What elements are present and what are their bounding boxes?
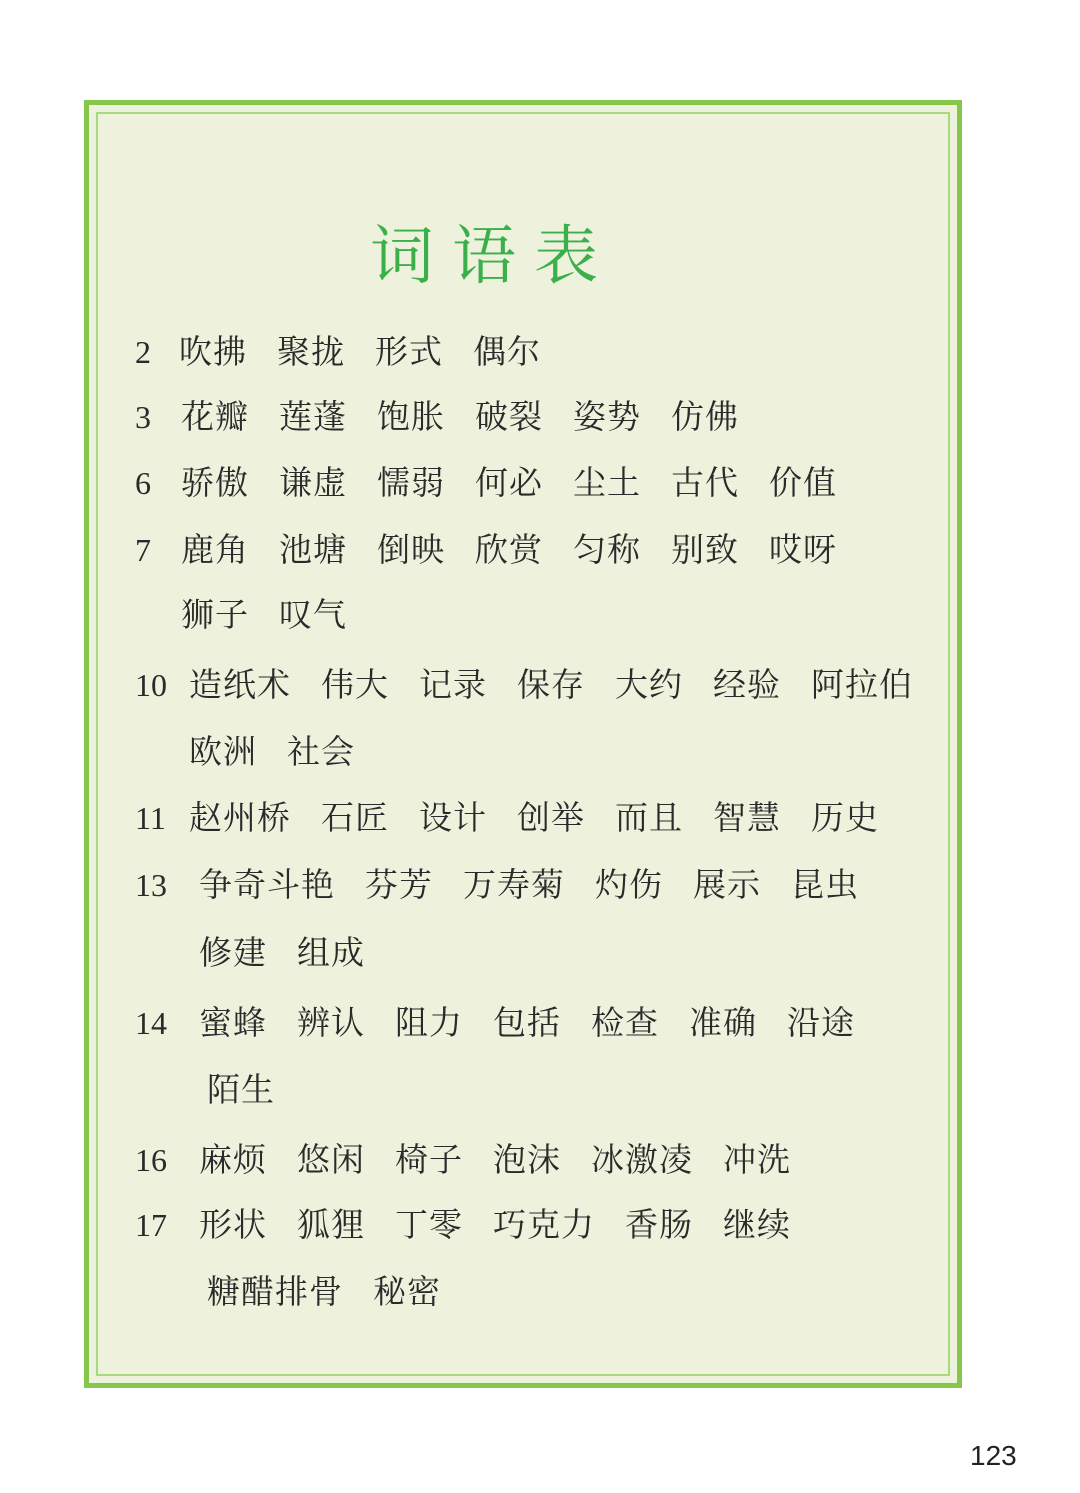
vocab-row [89, 727, 957, 777]
vocab-word: 而且 [615, 798, 683, 837]
vocab-word: 保存 [517, 665, 585, 704]
vocab-row [89, 590, 957, 640]
vocab-row [89, 525, 957, 575]
vocab-word: 池塘 [279, 530, 347, 569]
vocab-word: 大约 [615, 665, 683, 704]
vocab-row [89, 392, 957, 442]
vocab-word: 骄傲 [181, 463, 249, 502]
vocab-word: 准确 [689, 1003, 757, 1042]
vocab-word: 吹拂 [179, 332, 247, 371]
vocab-word: 花瓣 [181, 397, 249, 436]
vocab-word: 万寿菊 [463, 865, 565, 904]
vocab-word: 别致 [671, 530, 739, 569]
vocab-row [89, 1135, 957, 1185]
vocab-word: 悠闲 [297, 1140, 365, 1179]
vocab-word: 蜜蜂 [199, 1003, 267, 1042]
vocab-word: 沿途 [787, 1003, 855, 1042]
vocab-word: 昆虫 [791, 865, 859, 904]
vocab-word: 何必 [475, 463, 543, 502]
lesson-number: 3 [135, 399, 151, 435]
vocab-word: 形式 [375, 332, 443, 371]
lesson-number: 10 [135, 667, 167, 703]
vocab-row [89, 327, 957, 377]
vocab-word: 欧洲 [189, 732, 257, 771]
lesson-number: 13 [135, 867, 167, 903]
vocab-word: 智慧 [713, 798, 781, 837]
vocab-word: 经验 [713, 665, 781, 704]
vocab-row [89, 458, 957, 508]
vocab-row [89, 660, 957, 710]
vocab-word: 香肠 [625, 1205, 693, 1244]
vocab-word: 造纸术 [189, 665, 291, 704]
vocab-word: 阻力 [395, 1003, 463, 1042]
lesson-number: 14 [135, 1005, 167, 1041]
vocab-word: 鹿角 [181, 530, 249, 569]
vocab-word: 狐狸 [297, 1205, 365, 1244]
vocab-row [89, 928, 957, 978]
vocab-word: 丁零 [395, 1205, 463, 1244]
vocab-word: 叹气 [279, 595, 347, 634]
vocab-word: 欣赏 [475, 530, 543, 569]
vocab-word: 形状 [199, 1205, 267, 1244]
vocab-word: 创举 [517, 798, 585, 837]
vocab-word: 仿佛 [671, 397, 739, 436]
vocab-word: 记录 [419, 665, 487, 704]
vocab-word: 伟大 [321, 665, 389, 704]
vocab-word: 饱胀 [377, 397, 445, 436]
vocab-word: 糖醋排骨 [207, 1272, 343, 1311]
vocab-word: 巧克力 [493, 1205, 595, 1244]
vocab-word: 组成 [297, 933, 365, 972]
lesson-number: 17 [135, 1207, 167, 1243]
vocab-word: 谦虚 [279, 463, 347, 502]
vocab-row [89, 998, 957, 1048]
vocab-word: 偶尔 [473, 332, 541, 371]
vocab-word: 姿势 [573, 397, 641, 436]
vocab-word: 展示 [693, 865, 761, 904]
lesson-number: 16 [135, 1142, 167, 1178]
vocab-word: 陌生 [207, 1070, 275, 1109]
vocab-word: 泡沫 [493, 1140, 561, 1179]
vocab-word: 继续 [723, 1205, 791, 1244]
lesson-number: 2 [135, 334, 151, 370]
lesson-number: 6 [135, 465, 151, 501]
vocab-word: 阿拉伯 [811, 665, 913, 704]
vocab-word: 社会 [287, 732, 355, 771]
vocab-word: 尘土 [573, 463, 641, 502]
vocab-row [89, 1267, 957, 1317]
vocab-word: 倒映 [377, 530, 445, 569]
vocab-word: 懦弱 [377, 463, 445, 502]
vocab-word: 哎呀 [769, 530, 837, 569]
vocab-word: 石匠 [321, 798, 389, 837]
vocab-row [89, 860, 957, 910]
vocab-word: 聚拢 [277, 332, 345, 371]
vocab-word: 芬芳 [365, 865, 433, 904]
page-title: 词语表 [370, 220, 616, 294]
vocab-word: 古代 [671, 463, 739, 502]
lesson-number: 11 [135, 800, 166, 836]
vocab-word: 椅子 [395, 1140, 463, 1179]
vocab-word: 价值 [769, 463, 837, 502]
vocab-row [89, 793, 957, 843]
vocabulary-list [89, 105, 957, 1383]
vocab-word: 灼伤 [595, 865, 663, 904]
vocab-word: 莲蓬 [279, 397, 347, 436]
vocab-word: 争奇斗艳 [199, 865, 335, 904]
page-number: 123 [970, 1440, 1017, 1471]
vocab-word: 修建 [199, 933, 267, 972]
vocab-word: 破裂 [475, 397, 543, 436]
vocab-word: 赵州桥 [189, 798, 291, 837]
vocab-row [89, 1200, 957, 1250]
vocab-word: 包括 [493, 1003, 561, 1042]
vocab-word: 麻烦 [199, 1140, 267, 1179]
vocabulary-frame [84, 100, 962, 1388]
vocab-word: 检查 [591, 1003, 659, 1042]
vocab-word: 狮子 [181, 595, 249, 634]
vocab-word: 历史 [811, 798, 879, 837]
vocab-word: 冰激凌 [591, 1140, 693, 1179]
lesson-number: 7 [135, 532, 151, 568]
vocab-word: 设计 [419, 798, 487, 837]
vocab-word: 匀称 [573, 530, 641, 569]
vocab-word: 辨认 [297, 1003, 365, 1042]
vocab-word: 冲洗 [723, 1140, 791, 1179]
vocab-word: 秘密 [373, 1272, 441, 1311]
vocab-row [89, 1065, 957, 1115]
